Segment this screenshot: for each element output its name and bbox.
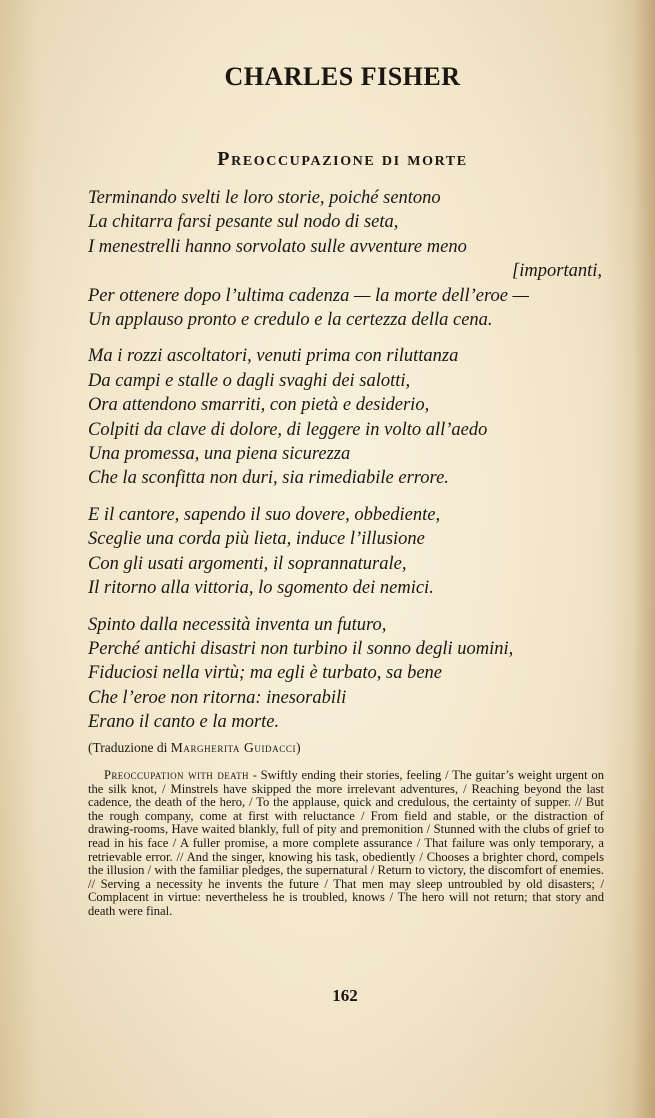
- poem-line: Che l’eroe non ritorna: inesorabili: [88, 687, 347, 708]
- poem-line-continuation: [importanti,: [512, 261, 602, 282]
- poem-line: Da campi e stalle o dagli svaghi dei salotti,: [88, 370, 411, 391]
- poem-line: Spinto dalla necessità inventa un futuro,: [88, 614, 387, 635]
- poem-line: Il ritorno alla vittoria, lo sgomento dei nemici.: [88, 578, 434, 599]
- poem-line: Sceglie una corda più lieta, induce l’illusione: [88, 529, 425, 550]
- poem-line: Una promessa, una piena sicurezza: [88, 444, 351, 465]
- translation-credit-suffix: ): [296, 740, 301, 755]
- poem-body: [88, 186, 602, 747]
- poem-line: La chitarra farsi pesante sul nodo di seta,: [88, 212, 399, 233]
- stanza-4: [88, 613, 602, 735]
- poem-line: Perché antichi disastri non turbino il sonno degli uomini,: [88, 638, 514, 659]
- page-number: 162: [332, 986, 358, 1005]
- english-translation-text: - Swiftly ending their stories, feeling / The guitar’s weight urgent on the silk knot, / Minstrels have skipped the more irrelevant adventures, / Reaching beyond the last cadence, the death of the hero, / To the applause, quick and credulous, the certainty of supper. // But the rough company, come at first with reluctance / From field and stable, or the distraction of drawing-rooms, Have waited blankly, full of pity and premonition / Stunned with the clubs of grief to read in his face / A fuller promise, a more complete assurance / That failure was only temporary, a retrievable error. // And the singer, knowing his task, obediently / Chooses a brighter chord, compels the illusion / with the familiar pledges, the supernatural / Return to victory, the discomfort of enemies. // Serving a necessity he invents the future / That men may sleep untroubled by old disasters; / Complacent in virtue: nevertheless he is troubled, knows / The hero will not return; that story and death were final.: [88, 768, 604, 918]
- poem-line: Fiduciosi nella virtù; ma egli è turbato, sa bene: [88, 663, 443, 684]
- author-heading: CHARLES FISHER: [224, 62, 461, 91]
- translation-credit: [88, 740, 301, 756]
- stanza-1: [88, 186, 602, 332]
- poem-title: Preoccupazione di morte: [217, 148, 468, 170]
- poem-line: Terminando svelti le loro storie, poiché sentono: [88, 188, 441, 208]
- translator-name: Margherita Guidacci: [170, 740, 297, 755]
- poem-line: E il cantore, sapendo il suo dovere, obbediente,: [88, 504, 441, 525]
- english-translation-title: Preoccupation with death: [104, 768, 249, 782]
- poem-line: Per ottenere dopo l’ultima cadenza — la morte dell’eroe —: [88, 285, 530, 306]
- stanza-2: [88, 344, 602, 490]
- english-translation: [88, 769, 604, 919]
- poem-line: Erano il canto e la morte.: [88, 712, 280, 733]
- poem-line: Ora attendono smarriti, con pietà e desiderio,: [88, 395, 430, 416]
- poem-line: Che la sconfitta non duri, sia rimediabile errore.: [88, 468, 449, 489]
- stanza-3: [88, 503, 602, 601]
- translation-credit-prefix: (Traduzione di: [88, 740, 168, 755]
- poem-line: I menestrelli hanno sorvolato sulle avventure meno: [88, 236, 467, 257]
- poem-line: Ma i rozzi ascoltatori, venuti prima con riluttanza: [88, 346, 459, 367]
- poem-line: Colpiti da clave di dolore, di leggere in volto all’aedo: [88, 419, 488, 440]
- poem-line: Un applauso pronto e credulo e la certezza della cena.: [88, 310, 493, 331]
- poem-line: Con gli usati argomenti, il soprannaturale,: [88, 553, 407, 574]
